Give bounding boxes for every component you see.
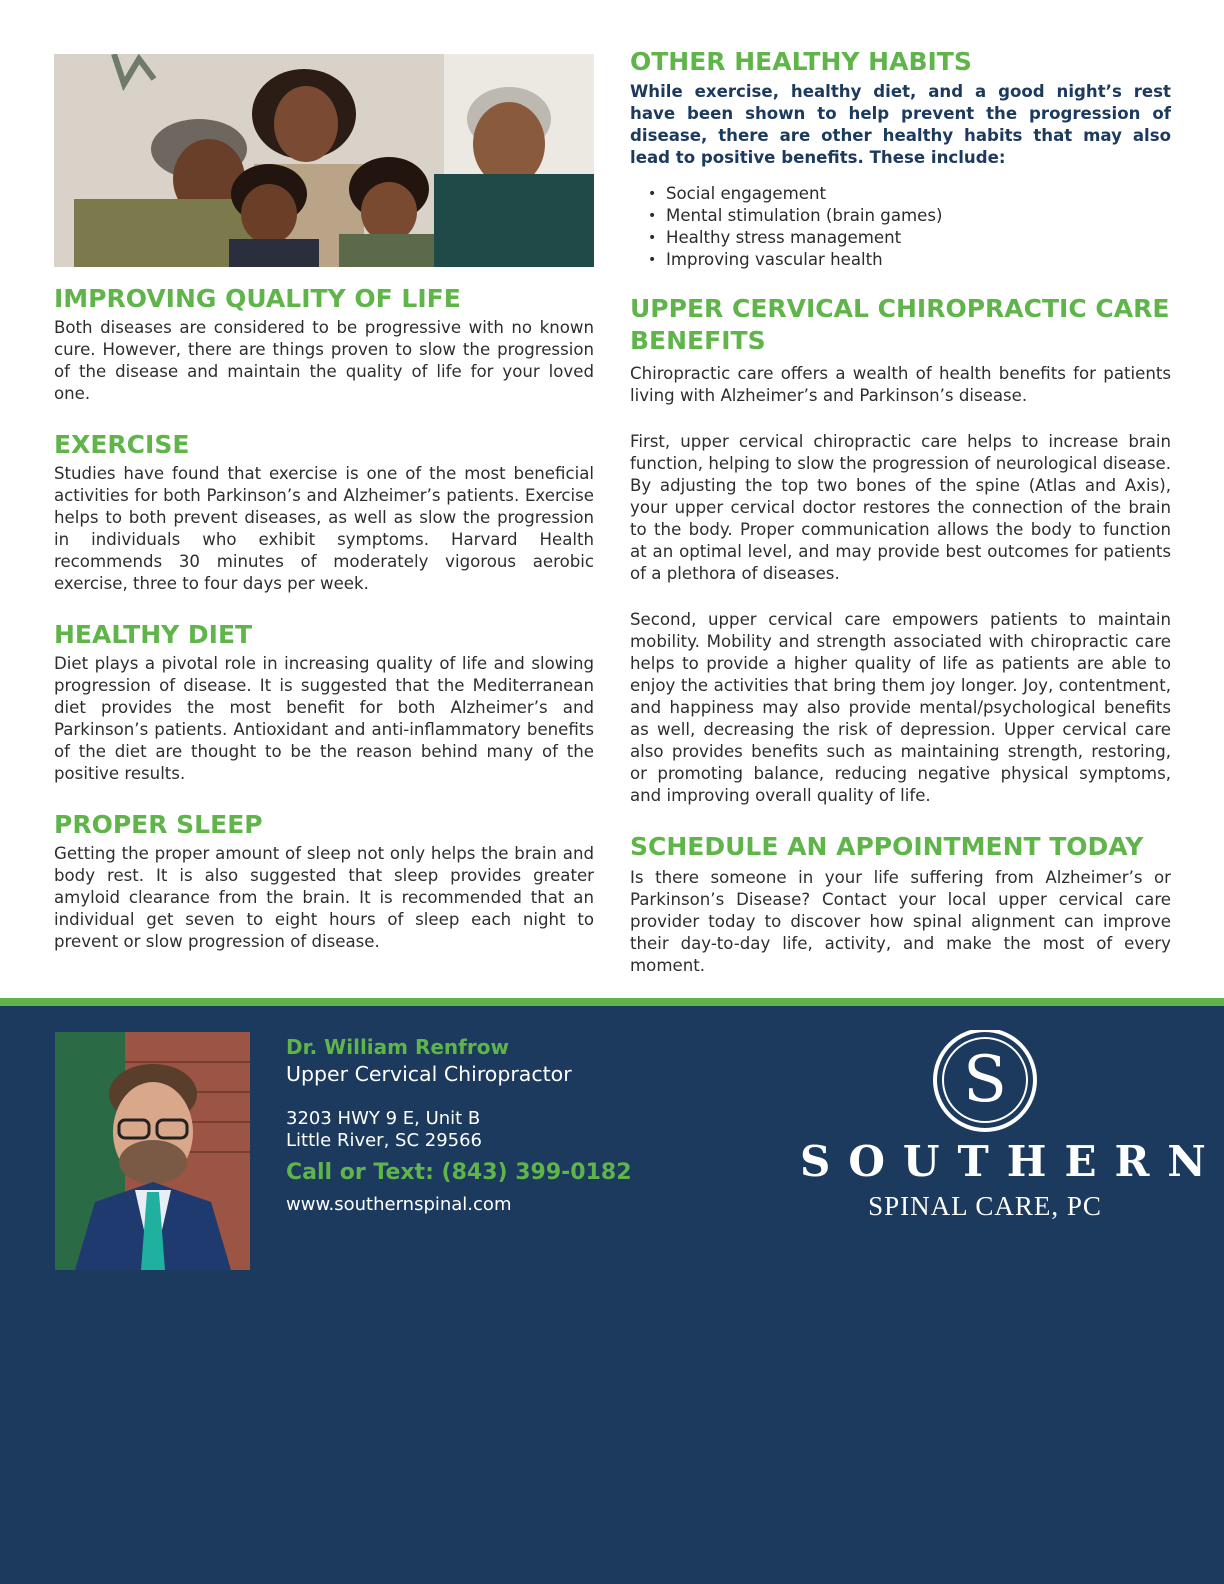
family-illustration [54,54,594,267]
left-column [54,54,594,953]
contact-block [286,1034,706,1218]
text-quality-of-life: Both diseases are considered to be progressive with no known cure. However, there are things proven to slow the progression of the disease and maintain the quality of life for your loved one. [54,318,594,403]
list-item: • Improving vascular health [648,249,1171,271]
text-proper-sleep: Getting the proper amount of sleep not only helps the brain and body rest. It is also suggested that sleep provides greater amyloid clearance from the brain. It is recommended that an individual get seven to eight hours of sleep each night to prevent or slow progression of disease. [54,844,594,951]
company-logo [800,1030,1224,1230]
section-care-benefits [630,293,1171,807]
text-benefits-second: Second, upper cervical care empowers patients to maintain mobility. Mobility and strength associated with chiropractic care helps to provide a higher quality of life as patients are able to enjoy the activities that bring them joy longer. Joy, contentment, and happiness may also provide mental/psychological benefits as well, decreasing the risk of depression. Upper cervical care also provides benefits such as maintaining strength, restoring, or promoting balance, reducing negative physical symptoms, and improving overall quality of life. [630,610,1171,805]
doctor-name: Dr. William Renfrow [286,1035,509,1059]
address-line-1: 3203 HWY 9 E, Unit B [286,1108,481,1129]
section-healthy-diet [54,619,594,785]
heading-schedule: SCHEDULE AN APPOINTMENT TODAY [630,832,1144,861]
section-exercise [54,429,594,595]
logo-word-spinal-care: SPINAL CARE, PC [868,1191,1102,1221]
logo-word-southern: SOUTHERN [800,1137,1224,1186]
footer-divider [0,998,1224,1006]
heading-proper-sleep: PROPER SLEEP [54,810,263,839]
heading-care-benefits: UPPER CERVICAL CHIROPRACTIC CARE BENEFITS [630,294,1170,355]
family-photo [54,54,594,267]
section-other-habits [630,46,1171,271]
doctor-photo [55,1032,250,1270]
text-benefits-intro: Chiropractic care offers a wealth of health benefits for patients living with Alzheimer’s and Parkinson’s disease. [630,364,1171,405]
heading-other-habits: OTHER HEALTHY HABITS [630,47,972,76]
text-benefits-first: First, upper cervical chiropractic care helps to increase brain function, helping to slow the progression of neurological disease. By adjusting the top two bones of the spine (Atlas and Axis), your upper cervical doctor restores the connection of the brain to the body. Proper communication allows the body to function at an optimal level, and may provide best outcomes for patients of a plethora of diseases. [630,432,1171,583]
logo-letter: S [963,1043,1007,1117]
section-proper-sleep [54,809,594,953]
website-link[interactable]: www.southernspinal.com [286,1194,512,1215]
heading-quality-of-life: IMPROVING QUALITY OF LIFE [54,284,461,313]
text-healthy-diet: Diet plays a pivotal role in increasing quality of life and slowing progression of disease. It is suggested that the Mediterranean diet provides the most benefit for both Alzheimer’s and Parkinson’s patients. Antioxidant and anti-inflammatory benefits of the diet are thought to be the reason behind many of the positive results. [54,654,594,783]
list-item: • Healthy stress management [648,227,1171,249]
section-schedule [630,831,1171,977]
list-item: • Social engagement [648,183,1171,205]
section-quality-of-life [54,283,594,405]
address [286,1108,706,1152]
list-item: • Mental stimulation (brain games) [648,205,1171,227]
address-line-2: Little River, SC 29566 [286,1130,482,1151]
habits-list [630,183,1171,271]
doctor-portrait [55,1032,250,1270]
text-exercise: Studies have found that exercise is one of the most beneficial activities for both Parkinson’s and Alzheimer’s patients. Exercise helps to both prevent diseases, as well as slow the progression in individuals who exhibit symptoms. Harvard Health recommends 30 minutes of moderately vigorous aerobic exercise, three to four days per week. [54,464,594,593]
heading-exercise: EXERCISE [54,430,190,459]
text-habits-lead: While exercise, healthy diet, and a good night’s rest have been shown to help prevent the progression of disease, there are other healthy habits that may also lead to positive benefits. These include: [630,82,1171,167]
doctor-title: Upper Cervical Chiropractor [286,1062,572,1086]
right-column [630,46,1171,977]
heading-healthy-diet: HEALTHY DIET [54,620,253,649]
phone-number[interactable]: Call or Text: (843) 399-0182 [286,1160,632,1185]
text-schedule: Is there someone in your life suffering from Alzheimer’s or Parkinson’s Disease? Contact your local upper cervical care provider today to discover how spinal alignment can improve their day-to-day life, activity, and make the most of every moment. [630,868,1171,975]
